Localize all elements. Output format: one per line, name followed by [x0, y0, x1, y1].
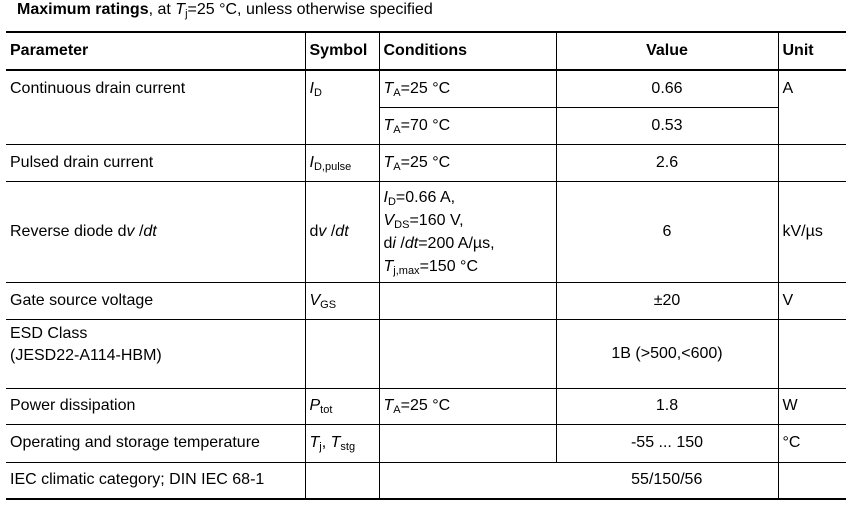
- symbol-t: T: [309, 434, 320, 451]
- cond-sub: DS: [394, 218, 410, 231]
- table-row: [6, 70, 846, 107]
- table-row: [6, 181, 846, 282]
- cond-text: =25 °C: [400, 79, 451, 97]
- unit-cell: A: [778, 70, 846, 144]
- table-row: [6, 424, 846, 462]
- unit-cell: [778, 319, 846, 388]
- condition-cell: [379, 282, 556, 319]
- header-value: Value: [556, 32, 778, 70]
- param-line: ESD Class: [10, 324, 88, 342]
- cond-text: /: [395, 234, 405, 252]
- symbol-id-sub: D: [313, 87, 322, 99]
- param-esd: [6, 319, 305, 388]
- cond-sub: j,max: [393, 264, 420, 277]
- value-cell: -55 ... 150: [556, 424, 778, 462]
- cond-italic: dt: [404, 234, 419, 252]
- symbol-id-pulse-sub: D,pulse: [313, 160, 352, 173]
- value-cell: 2.6: [556, 144, 778, 181]
- symbol-cell: [305, 319, 379, 388]
- symbol-sep: ,: [321, 434, 331, 451]
- value-cell: 6: [556, 181, 778, 282]
- title-bold: Maximum ratings: [17, 1, 149, 18]
- condition-cell: [379, 70, 556, 107]
- condition-cell: [379, 107, 556, 144]
- symbol-id: I: [309, 153, 314, 171]
- symbol-text: /: [326, 222, 336, 240]
- cond-symbol: I: [383, 188, 388, 206]
- param-temperature: Operating and storage temperature: [6, 424, 305, 462]
- cond-t-sub: A: [393, 123, 401, 136]
- cond-t-sub: A: [393, 86, 401, 99]
- header-row: [6, 32, 846, 70]
- param-gate-source: Gate source voltage: [6, 282, 305, 319]
- cond-line-tjmax: [384, 255, 556, 278]
- param-text: /: [134, 222, 144, 240]
- value-cell: 1.8: [556, 388, 778, 424]
- symbol-cell: [305, 462, 379, 499]
- condition-cell: [379, 144, 556, 181]
- title-tj-subscript: j: [185, 8, 188, 20]
- table-row: [6, 388, 846, 424]
- unit-cell: W: [778, 388, 846, 424]
- maximum-ratings-table: [6, 31, 846, 500]
- symbol-p: P: [309, 397, 321, 414]
- symbol-v-sub: GS: [320, 298, 337, 311]
- title-tj-symbol: T: [175, 1, 186, 18]
- cond-t-sub: A: [393, 404, 401, 416]
- symbol-italic: dt: [335, 222, 349, 240]
- header-symbol: Symbol: [305, 32, 379, 70]
- cond-text: =70 °C: [400, 116, 451, 134]
- symbol-text: d: [309, 222, 319, 240]
- cond-text: d: [383, 234, 393, 252]
- param-italic: v: [126, 222, 135, 240]
- cond-sub: D: [387, 195, 396, 208]
- value-cell: ±20: [556, 282, 778, 319]
- param-iec: IEC climatic category; DIN IEC 68-1: [6, 462, 305, 499]
- cond-text: =160 V,: [409, 211, 464, 229]
- table-row: [6, 282, 846, 319]
- value-cell: 1B (>500,<600): [556, 319, 778, 388]
- condition-cell: [379, 424, 556, 462]
- param-continuous-drain: Continuous drain current: [6, 70, 305, 144]
- condition-cell: [379, 462, 556, 499]
- symbol-cell: [305, 144, 379, 181]
- param-reverse-diode: [6, 181, 305, 282]
- cond-italic: i: [392, 234, 396, 252]
- param-italic: dt: [143, 222, 157, 240]
- table-row: [6, 462, 846, 499]
- symbol-p-sub: tot: [320, 404, 333, 416]
- unit-cell: [778, 144, 846, 181]
- cond-text: =25 °C: [400, 153, 451, 171]
- param-text: Reverse diode d: [10, 222, 127, 240]
- symbol-cell: [305, 70, 379, 144]
- symbol-v: V: [309, 291, 321, 309]
- symbol-t-sub: j: [319, 441, 322, 453]
- cond-line-vds: [384, 209, 556, 232]
- symbol-t: T: [330, 434, 341, 451]
- cond-symbol: T: [383, 257, 394, 275]
- cond-symbol: V: [383, 211, 395, 229]
- title-text-a: , at: [148, 1, 176, 18]
- cond-t-symbol: T: [383, 79, 394, 97]
- cond-text: =25 °C: [400, 397, 451, 414]
- param-pulsed-drain: Pulsed drain current: [6, 144, 305, 181]
- table-row: [6, 144, 846, 181]
- header-unit: Unit: [778, 32, 846, 70]
- value-cell: 55/150/56: [556, 462, 778, 499]
- symbol-cell: [305, 388, 379, 424]
- value-cell: 0.53: [556, 107, 778, 144]
- header-parameter: Parameter: [6, 32, 305, 70]
- symbol-t-sub: stg: [340, 441, 356, 453]
- cond-line-id: [384, 186, 556, 209]
- cond-t-symbol: T: [383, 153, 394, 171]
- unit-cell: kV/µs: [778, 181, 846, 282]
- unit-cell: °C: [778, 424, 846, 462]
- unit-cell: [778, 462, 846, 499]
- value-cell: 0.66: [556, 70, 778, 107]
- condition-cell: [379, 319, 556, 388]
- symbol-cell: [305, 424, 379, 462]
- cond-text: =150 °C: [419, 257, 478, 275]
- param-line: (JESD22-A114-HBM): [10, 346, 162, 364]
- cond-line-didt: [384, 232, 556, 255]
- table-title: [17, 0, 433, 20]
- condition-cell: [379, 181, 556, 282]
- title-text-b: =25 °C, unless otherwise specified: [187, 1, 433, 18]
- cond-t-symbol: T: [383, 116, 394, 134]
- symbol-italic: v: [318, 222, 327, 240]
- table-row: [6, 319, 846, 388]
- cond-t-symbol: T: [383, 397, 394, 414]
- symbol-cell: [305, 282, 379, 319]
- symbol-cell: [305, 181, 379, 282]
- unit-cell: V: [778, 282, 846, 319]
- symbol-id: I: [309, 80, 314, 97]
- param-power: Power dissipation: [6, 388, 305, 424]
- condition-cell: [379, 388, 556, 424]
- cond-text: =200 A/µs,: [418, 234, 495, 252]
- cond-t-sub: A: [393, 160, 401, 173]
- cond-text: =0.66 A,: [395, 188, 456, 206]
- header-conditions: Conditions: [379, 32, 556, 70]
